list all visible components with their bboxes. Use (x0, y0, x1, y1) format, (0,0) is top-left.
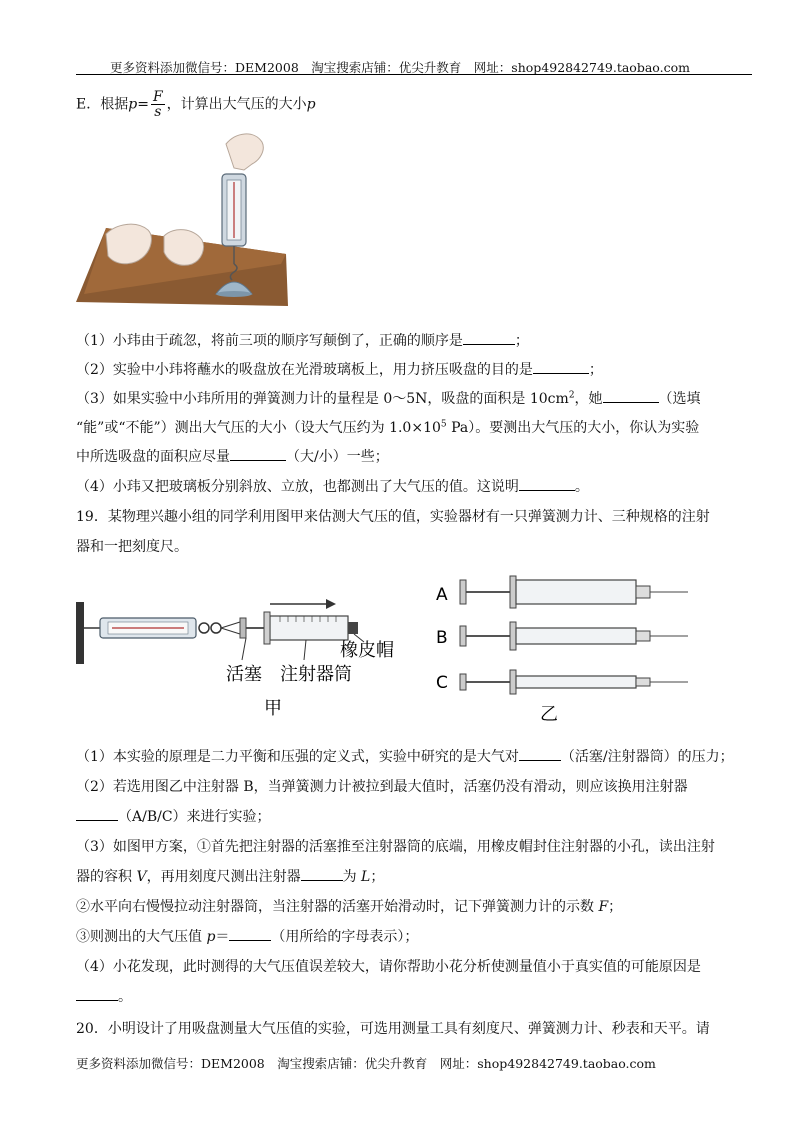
q19-part1-text-b: （活塞/注射器筒）的压力； (560, 749, 734, 765)
hand-right (164, 230, 204, 266)
var-p-19: p (206, 929, 216, 945)
answer-blank[interactable] (463, 332, 515, 345)
q19-part2-cont (76, 806, 271, 826)
fraction-f-over-s (151, 90, 165, 119)
answer-blank[interactable] (519, 478, 575, 491)
step-e-suffix: ，计算出大气压的大小 (166, 96, 307, 113)
answer-blank[interactable] (519, 748, 561, 761)
answer-blank[interactable] (603, 390, 659, 403)
plunger-head (240, 618, 246, 638)
label-yi: 乙 (540, 704, 558, 724)
q19-part3-step2-end: ； (608, 899, 623, 915)
step-e-prefix: E．根据 (76, 96, 129, 113)
label-plunger: 活塞 (226, 664, 262, 685)
var-l: L (361, 869, 371, 885)
fraction-numerator: F (152, 89, 163, 105)
q18-part3-cont-text-b: Pa）。要测出大气压的大小，你认为实验 (446, 420, 700, 436)
q19-part3-step2-text: ②水平向右慢慢拉动注射器筒，当注射器的活塞开始滑动时，记下弹簧测力计的示数 (76, 899, 599, 915)
syringe-b (436, 622, 688, 650)
q19-part3-cont-end: ； (370, 869, 385, 885)
q19-part3-cont-mid: ，再用刻度尺测出注射器 (146, 869, 301, 885)
answer-blank[interactable] (76, 808, 118, 821)
q18-part3-cont2-text-b: （大/小）一些； (286, 449, 389, 465)
q18-part4-text: （4）小玮又把玻璃板分别斜放、立放，也都测出了大气压的值。这说明 (76, 479, 519, 495)
page-footer: 更多资料添加微信号：DEM2008 淘宝搜索店铺：优尖升教育 网址：shop492842749.taobao.com (76, 1056, 656, 1071)
superscript: 5 (440, 419, 447, 430)
q18-part2-text: （2）实验中小玮将蘸水的吸盘放在光滑玻璃板上，用力挤压吸盘的目的是 (76, 362, 533, 378)
label-barrel: 注射器筒 (280, 664, 352, 685)
q18-part2 (76, 359, 603, 379)
step-e-line (76, 90, 316, 119)
var-p-end: p (306, 96, 316, 113)
superscript: 2 (568, 390, 575, 401)
equals-sign: = (137, 96, 149, 113)
q18-part4 (76, 476, 589, 496)
label-jia: 甲 (264, 698, 282, 719)
q19-part4-end: 。 (118, 989, 132, 1005)
q19-part3-cont-text: 器的容积 (76, 869, 137, 885)
q18-part2-end: ； (588, 362, 603, 378)
hand-top (226, 134, 263, 170)
q18-part3-text-c: （选填 (658, 391, 701, 407)
q18-part3-cont-text: “能”或“不能”）测出大气压的大小（设大气压约为 1.0×10 (76, 420, 441, 436)
figure-jia (76, 574, 416, 724)
syringe-a (436, 576, 688, 608)
q19-stem-line1: 19．某物理兴趣小组的同学利用图甲来估测大气压的值，实验器材有一只弹簧测力计、三种规格的注射 (76, 509, 710, 525)
q18-part1 (76, 330, 529, 350)
q19-part3-step3-end: （用所给的字母表示）； (271, 929, 419, 945)
answer-blank[interactable] (229, 928, 271, 941)
figure-yi (430, 574, 700, 724)
rubber-cap (348, 622, 358, 634)
q19-part1-text: （1）本实验的原理是二力平衡和压强的定义式，实验中研究的是大气对 (76, 749, 519, 765)
answer-blank[interactable] (533, 361, 589, 374)
q18-part3-text: （3）如果实验中小玮所用的弹簧测力计的量程是 0～5N，吸盘的面积是 10cm (76, 391, 569, 407)
q18-part3-cont (76, 417, 699, 437)
q18-part1-text: （1）小玮由于疏忽，将前三项的顺序写颠倒了，正确的顺序是 (76, 333, 463, 349)
header-rule (76, 74, 752, 75)
q19-part2-cont-text: （A/B/C）来进行实验； (118, 809, 271, 825)
answer-blank[interactable] (230, 448, 286, 461)
var-f: F (598, 899, 609, 915)
q18-part3-cont2 (76, 446, 389, 466)
q19-part3-step3-text: ③则测出的大气压值 (76, 929, 207, 945)
page-header: 更多资料添加微信号：DEM2008 淘宝搜索店铺：优尖升教育 网址：shop492842749.taobao.com (110, 60, 690, 75)
q18-part1-end: ； (514, 333, 529, 349)
answer-blank[interactable] (76, 988, 118, 1001)
q19-part2: （2）若选用图乙中注射器 B，当弹簧测力计被拉到最大值时，活塞仍没有滑动，则应该换用注射器 (76, 779, 688, 795)
q18-part4-end: 。 (574, 479, 589, 495)
q19-part3: （3）如图甲方案，①首先把注射器的活塞推至注射器筒的底端，用橡皮帽封住注射器的小孔，读出注射 (76, 839, 715, 855)
q20-stem: 20．小明设计了用吸盘测量大气压值的实验，可选用测量工具有刻度尺、弹簧测力计、秒表和天平。请 (76, 1021, 710, 1037)
q19-part1 (76, 746, 734, 766)
q19-part3-step2 (76, 896, 622, 916)
q18-part3-cont2-text: 中所选吸盘的面积应尽量 (76, 449, 230, 465)
label-cap: 橡皮帽 (340, 640, 394, 661)
syringe-c (436, 670, 688, 694)
suction-cup-illustration (76, 124, 296, 316)
answer-blank[interactable] (301, 868, 343, 881)
q19-stem-line2: 器和一把刻度尺。 (76, 539, 188, 555)
q19-part4: （4）小花发现，此时测得的大气压值误差较大，请你帮助小花分析使测量值小于真实值的可能原因是 (76, 959, 701, 975)
svg-text:A: A (436, 585, 448, 605)
q18-part3 (76, 388, 701, 408)
wall (76, 602, 84, 664)
q19-part3-step3 (76, 926, 418, 946)
var-p: p (128, 96, 138, 113)
q18-part3-text-b: ，她 (574, 391, 603, 407)
svg-text:B: B (436, 628, 448, 648)
q19-part4-cont (76, 986, 132, 1006)
equals-sign-19: ＝ (215, 929, 230, 945)
q19-part3-cont (76, 866, 384, 886)
var-v: V (136, 869, 147, 885)
svg-text:C: C (436, 673, 448, 693)
q19-part3-cont-post: 为 (342, 869, 362, 885)
fraction-denominator: s (154, 104, 162, 120)
